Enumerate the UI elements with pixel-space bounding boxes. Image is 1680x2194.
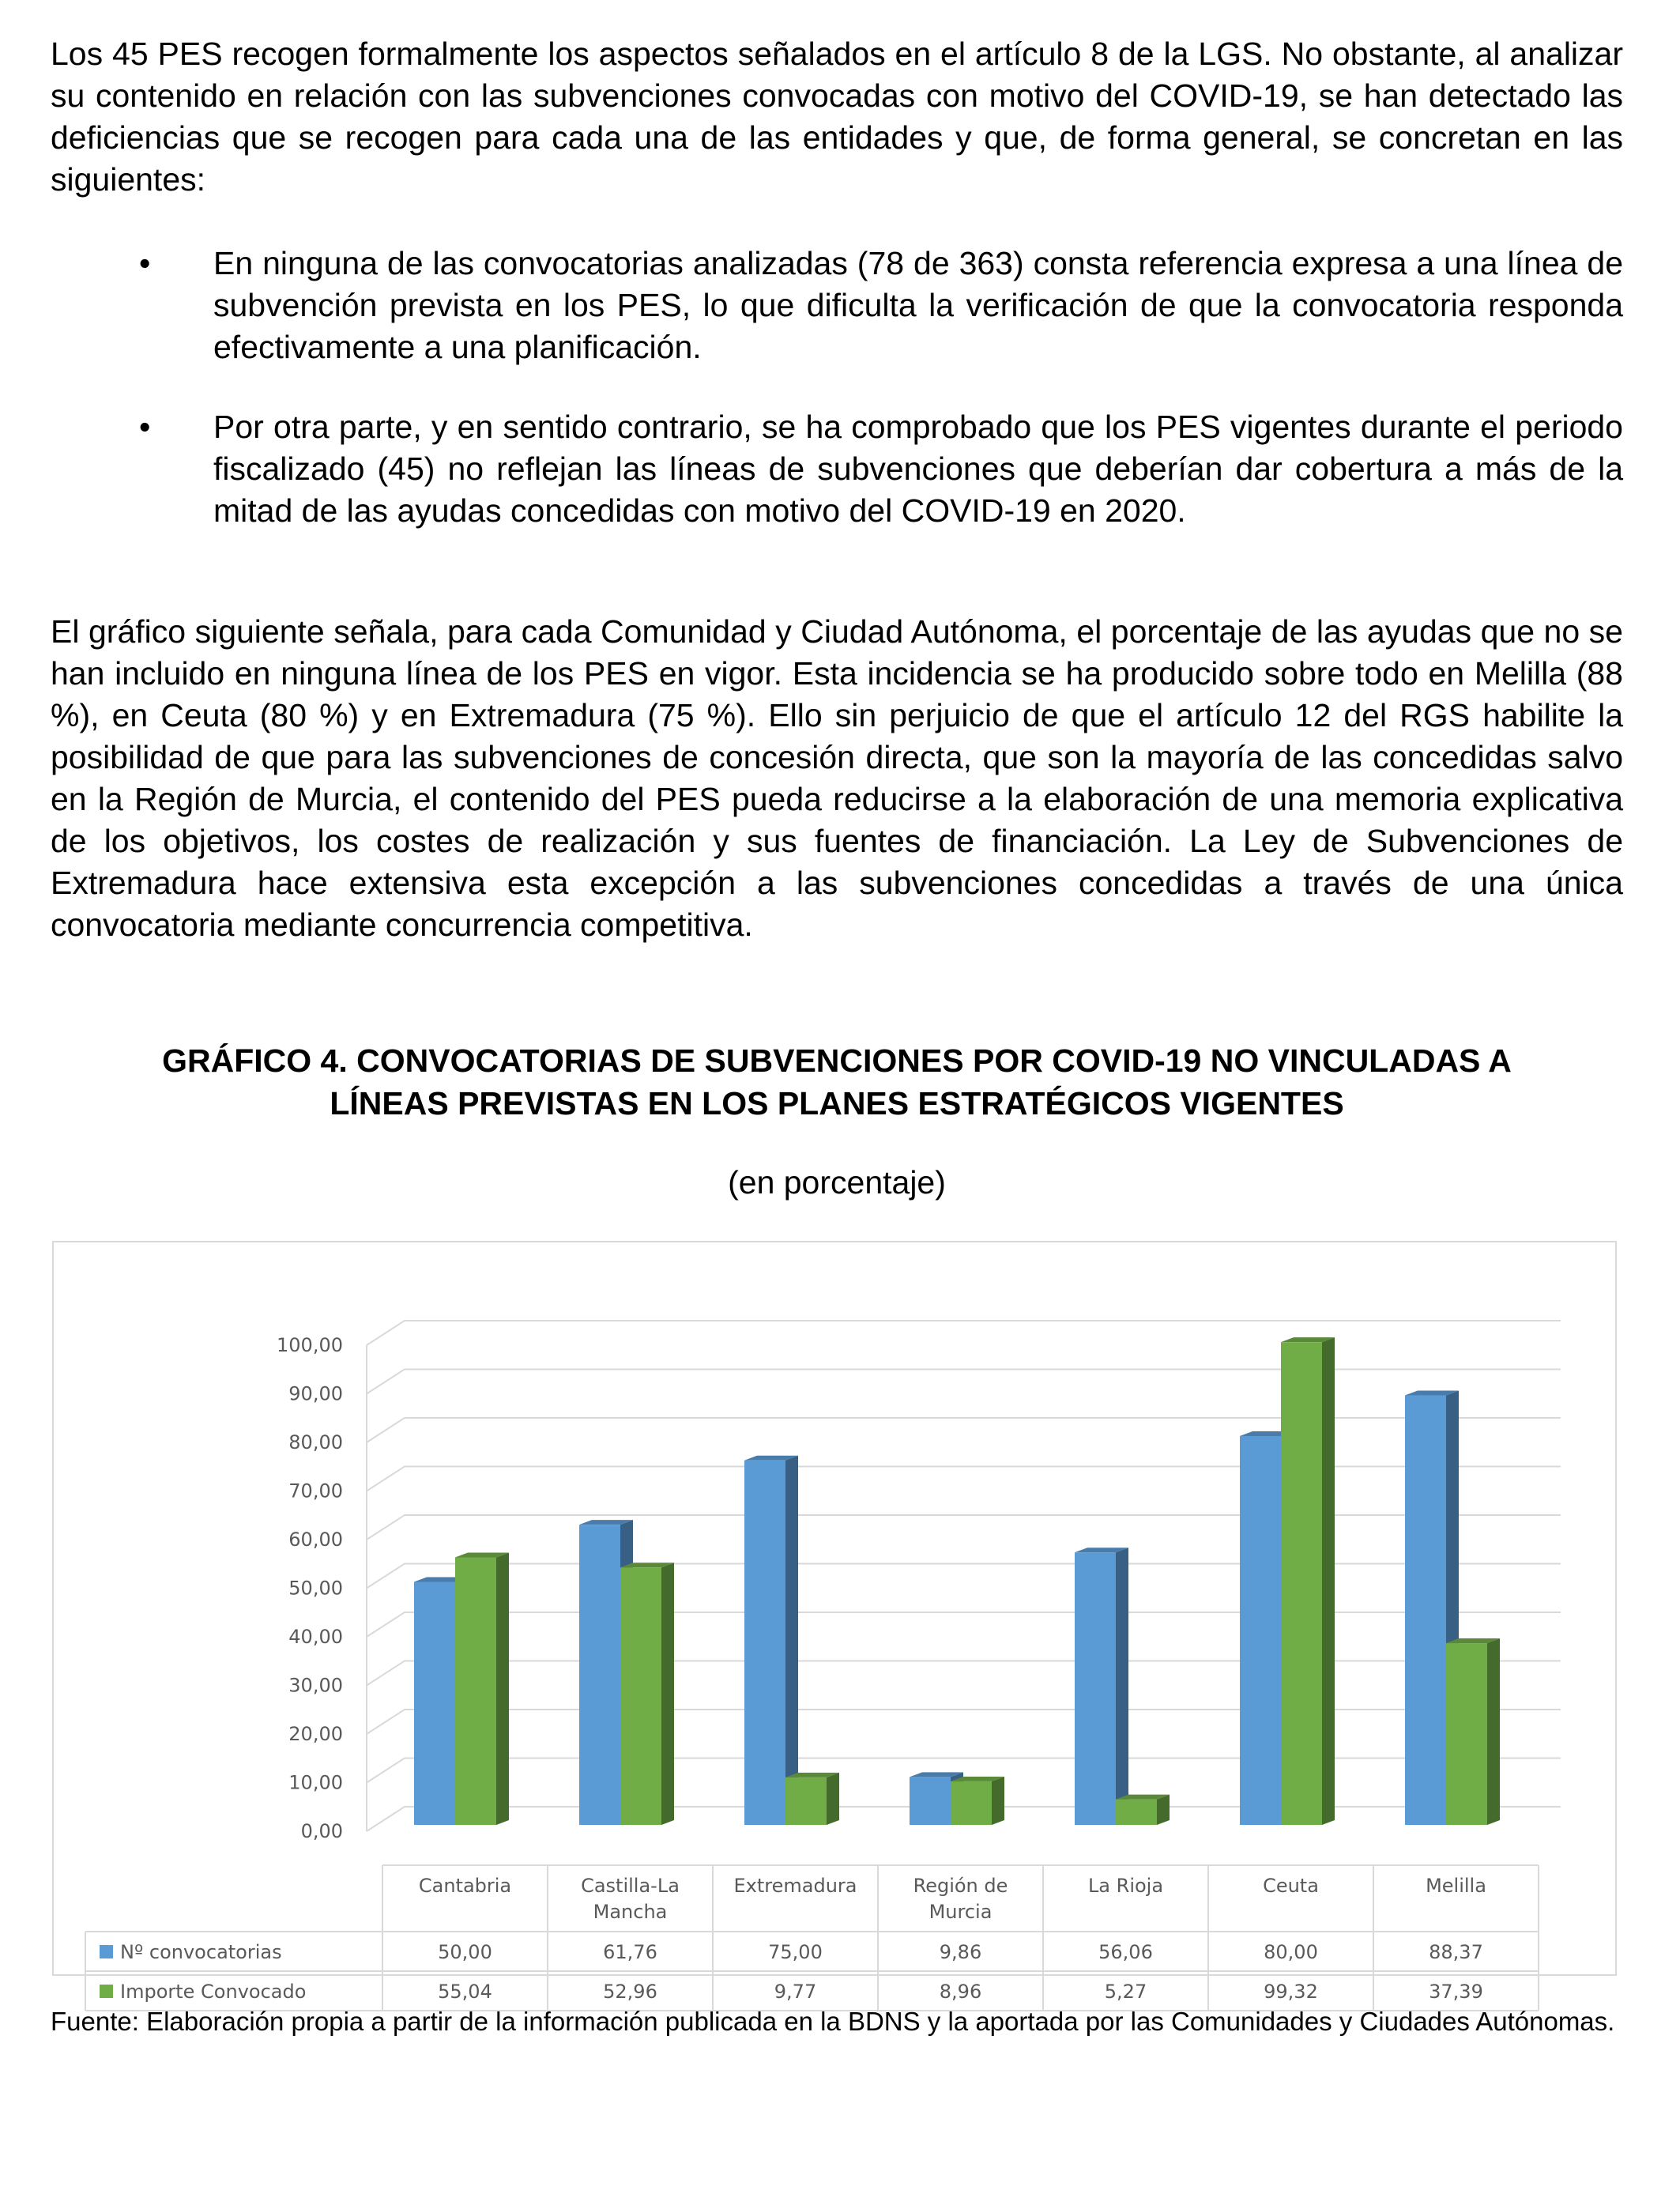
bar-importe-convocado [785,1773,839,1825]
gridline [367,1564,1561,1589]
legend-swatch [100,1945,113,1958]
data-label: 37,39 [1429,1981,1483,2003]
bullet-text: Por otra parte, y en sentido contrario, se ha comprobado que los PES vigentes durante el periodo fiscalizado (45) no reflejan las líneas de subvenciones que deberían dar cobertura a más de la mitad de las ayudas concedidas con motivo del COVID-19 en 2020. [213,409,1623,529]
bullet-text: En ninguna de las convocatorias analizadas (78 de 363) consta referencia expresa a una línea de subvención prevista en los PES, lo que dificulta la verificación de que la convocatoria responda efectivamente a una planificación. [213,245,1623,365]
legend-label: Nº convocatorias [120,1941,282,1963]
bar-importe-convocado [1446,1638,1500,1825]
data-label: 8,96 [939,1981,982,2003]
y-tick-label: 20,00 [288,1723,343,1745]
gridline [367,1661,1561,1686]
category-label: Castilla-La [581,1875,680,1897]
data-label: 80,00 [1264,1941,1318,1963]
figure-title-line2: LÍNEAS PREVISTAS EN LOS PLANES ESTRATÉGICOS VIGENTES [330,1085,1344,1122]
gridline [367,1612,1561,1637]
source-note: Fuente: Elaboración propia a partir de la información publicada en la BDNS y la aportada por las Comunidades y Ciudades Autónomas. [51,2007,1615,2036]
bar-importe-convocado [1116,1795,1170,1825]
intro-paragraph: Los 45 PES recogen formalmente los aspectos señalados en el artículo 8 de la LGS. No obstante, al analizar su contenido en relación con las subvenciones convocadas con motivo del COVID-19, se han detectado las deficiencias que se recogen para cada una de las entidades y que, de forma general, se concretan en las siguientes: [51,36,1623,198]
chart-frame [52,1241,1617,2003]
gridline [367,1467,1561,1491]
y-tick-label: 40,00 [288,1626,343,1648]
y-tick-label: 10,00 [288,1771,343,1794]
category-label: Mancha [593,1901,668,1923]
figure-title: GRÁFICO 4. CONVOCATORIAS DE SUBVENCIONES POR COVID-19 NO VINCULADAS A [162,1042,1512,1079]
category-label: Extremadura [733,1875,857,1897]
legend-label: Importe Convocado [120,1981,307,2003]
y-tick-label: 100,00 [277,1334,343,1356]
y-tick-label: 70,00 [288,1480,343,1502]
gridline [367,1370,1561,1394]
y-tick-label: 30,00 [288,1674,343,1697]
bar-n-convocatorias [1075,1547,1128,1825]
y-tick-label: 80,00 [288,1431,343,1453]
bar-importe-convocado [455,1553,509,1825]
data-label: 50,00 [438,1941,492,1963]
bullet-symbol: • [139,409,151,445]
data-label: 75,00 [768,1941,823,1963]
bar-chart [54,1242,1615,2003]
category-label: Melilla [1426,1875,1486,1897]
gridline [367,1321,1561,1345]
gridline [367,1710,1561,1734]
category-label: Ceuta [1263,1875,1319,1897]
analysis-paragraph: El gráfico siguiente señala, para cada Comunidad y Ciudad Autónoma, el porcentaje de las ayudas que no se han incluido en ninguna línea de los PES en vigor. Esta incidencia se ha producido sobre todo en Melilla (88 %), en Ceuta (80 %) y en Extremadura (75 %). Ello sin perjuicio de que el artículo 12 del RGS habilite la posibilidad de que para las subvenciones de concesión directa, que son la mayoría de las concedidas salvo en la Región de Murcia, el contenido del PES pueda reducirse a la elaboración de una memoria explicativa de los objetivos, los costes de realización y sus fuentes de financiación. La Ley de Subvenciones de Extremadura hace extensiva esta excepción a las subvenciones concedidas a través de una única convocatoria mediante concurrencia competitiva. [51,613,1623,943]
bar-importe-convocado [620,1563,674,1825]
bullet-item [0,406,1680,576]
y-tick-label: 50,00 [288,1577,343,1600]
bullet-item [0,243,1680,369]
legend-swatch [100,1985,113,1998]
bar-importe-convocado [951,1777,1004,1825]
data-label: 56,06 [1098,1941,1153,1963]
data-label: 55,04 [438,1981,492,2003]
gridline [367,1418,1561,1442]
bar-n-convocatorias [744,1456,798,1825]
bar-importe-convocado [1281,1337,1335,1825]
category-label: Cantabria [418,1875,512,1897]
y-tick-label: 0,00 [300,1820,343,1842]
data-label: 52,96 [603,1981,657,2003]
data-label: 61,76 [603,1941,657,1963]
data-label: 88,37 [1429,1941,1483,1963]
category-label: Región de [913,1875,1008,1897]
category-label: La Rioja [1087,1875,1164,1897]
gridline [367,1515,1561,1540]
bullet-symbol: • [139,245,151,281]
figure-subtitle: (en porcentaje) [728,1164,946,1201]
y-tick-label: 60,00 [288,1529,343,1551]
data-label: 99,32 [1264,1981,1318,2003]
y-tick-label: 90,00 [288,1382,343,1405]
data-label: 5,27 [1104,1981,1147,2003]
data-label: 9,77 [774,1981,817,2003]
data-label: 9,86 [939,1941,982,1963]
category-label: Murcia [929,1901,993,1923]
